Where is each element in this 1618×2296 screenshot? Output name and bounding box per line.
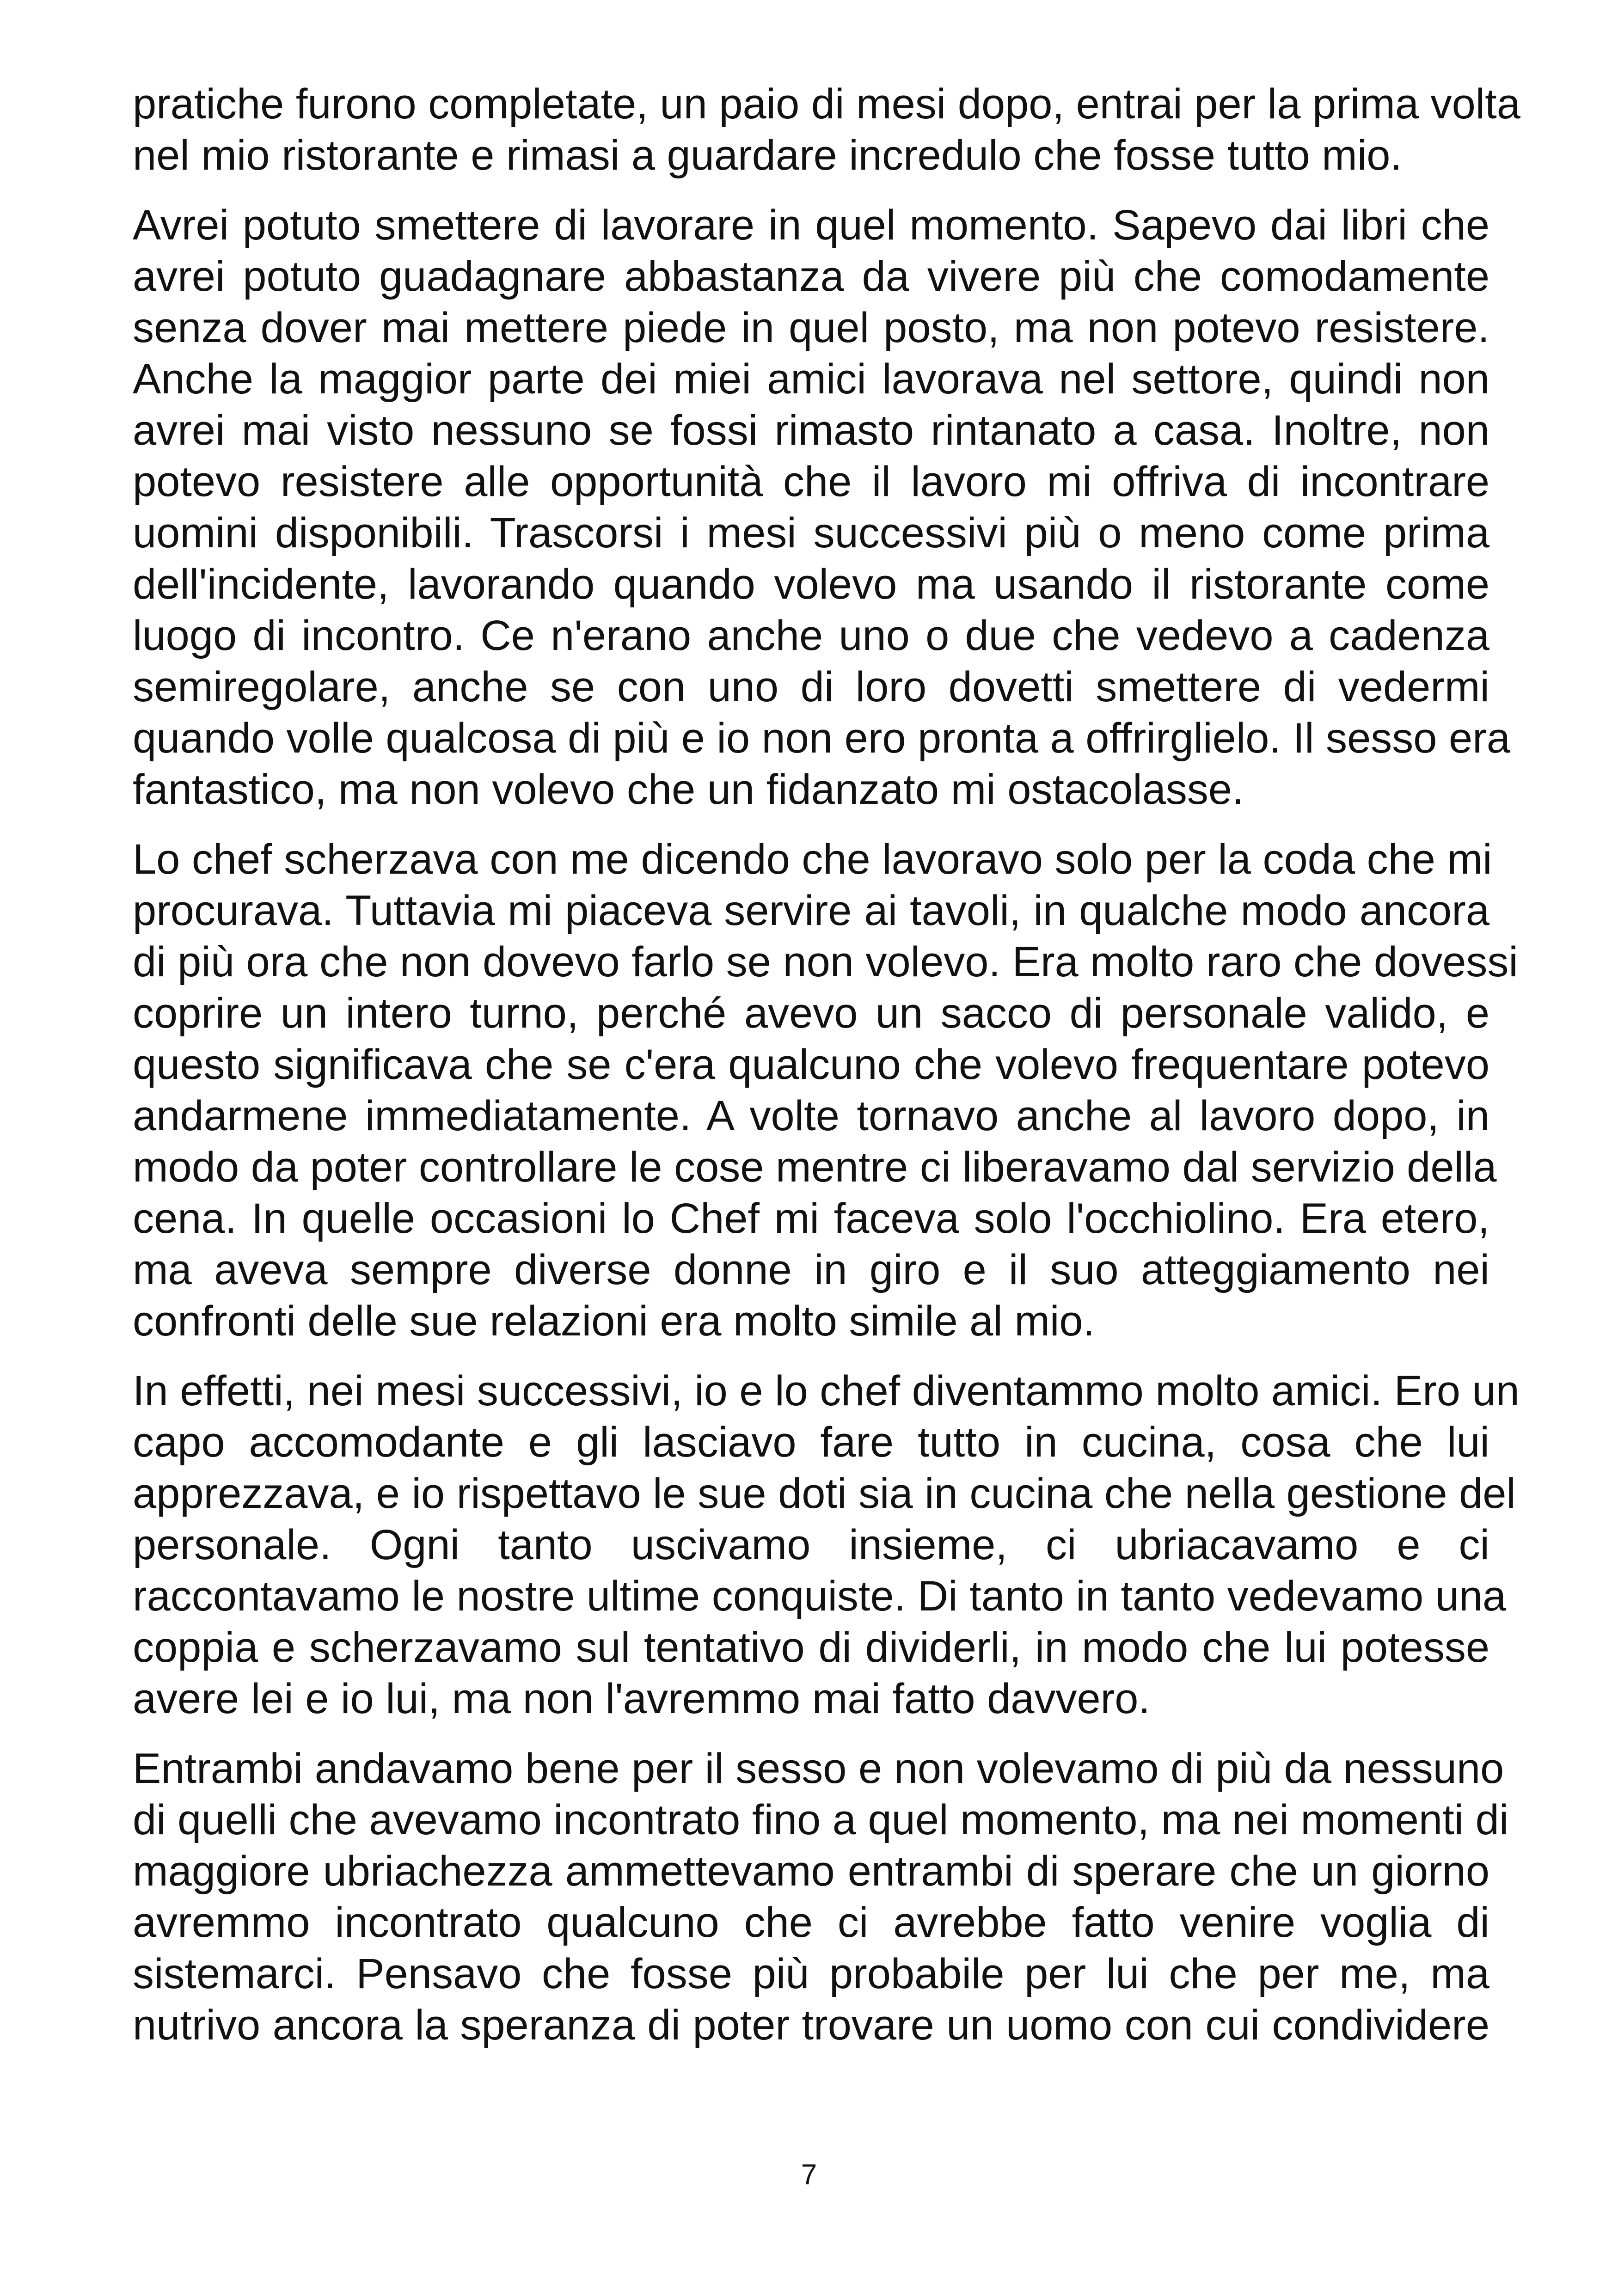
paragraph-1	[133, 79, 1520, 181]
text-line: confronti delle sue relazioni era molto simile al mio.	[133, 1298, 1095, 1345]
text-line: apprezzava, e io rispettavo le sue doti sia in cucina che nella gestione del	[133, 1470, 1516, 1517]
text-line: avrei mai visto nessuno se fossi rimasto rintanato a casa. Inoltre, non	[133, 407, 1489, 454]
text-line: maggiore ubriachezza ammettevamo entrambi di sperare che un giorno	[133, 1848, 1489, 1895]
text-line: pratiche furono completate, un paio di mesi dopo, entrai per la prima volta	[133, 80, 1520, 128]
text-line: cena. In quelle occasioni lo Chef mi faceva solo l'occhiolino. Era etero,	[133, 1195, 1489, 1242]
paragraph-2	[133, 200, 1510, 815]
text-line: Anche la maggior parte dei miei amici lavorava nel settore, quindi non	[133, 355, 1489, 403]
text-line: questo significava che se c'era qualcuno che volevo frequentare potevo	[133, 1041, 1489, 1088]
body-text	[133, 79, 1520, 2069]
text-line: avere lei e io lui, ma non l'avremmo mai fatto davvero.	[133, 1675, 1150, 1722]
text-line: dell'incidente, lavorando quando volevo ma usando il ristorante come	[133, 561, 1489, 608]
paragraph-4	[133, 1365, 1520, 1725]
text-line: uomini disponibili. Trascorsi i mesi successivi più o meno come prima	[133, 509, 1489, 557]
paragraph-5	[133, 1743, 1509, 2051]
page-number: 7	[801, 2159, 817, 2191]
text-line: fantastico, ma non volevo che un fidanzato mi ostacolasse.	[133, 766, 1244, 813]
text-line: di quelli che avevamo incontrato fino a quel momento, ma nei momenti di	[133, 1796, 1509, 1843]
text-line: Avrei potuto smettere di lavorare in quel momento. Sapevo dai libri che	[133, 202, 1489, 249]
text-line: potevo resistere alle opportunità che il lavoro mi offriva di incontrare	[133, 458, 1489, 505]
text-line: coppia e scherzavamo sul tentativo di dividerli, in modo che lui potesse	[133, 1624, 1489, 1671]
text-line: Lo chef scherzava con me dicendo che lavoravo solo per la coda che mi	[133, 836, 1492, 883]
text-line: senza dover mai mettere piede in quel posto, ma non potevo resistere.	[133, 304, 1489, 351]
text-line: procurava. Tuttavia mi piaceva servire ai tavoli, in qualche modo ancora	[133, 887, 1489, 934]
text-line: di più ora che non dovevo farlo se non volevo. Era molto raro che dovessi	[133, 938, 1518, 986]
text-line: avrei potuto guadagnare abbastanza da vivere più che comodamente	[133, 253, 1489, 300]
text-line: sistemarci. Pensavo che fosse più probabile per lui che per me, ma	[133, 1950, 1489, 1997]
text-line: capo accomodante e gli lasciavo fare tutto in cucina, cosa che lui	[133, 1419, 1489, 1466]
text-line: Entrambi andavamo bene per il sesso e non volevamo di più da nessuno	[133, 1745, 1504, 1792]
text-line: raccontavamo le nostre ultime conquiste. Di tanto in tanto vedevamo una	[133, 1573, 1507, 1620]
text-line: nutrivo ancora la speranza di poter trovare un uomo con cui condividere	[133, 2002, 1489, 2049]
text-line: modo da poter controllare le cose mentre ci liberavamo dal servizio della	[133, 1144, 1497, 1191]
text-line: luogo di incontro. Ce n'erano anche uno o due che vedevo a cadenza	[133, 612, 1489, 659]
text-line: semiregolare, anche se con uno di loro dovetti smettere di vedermi	[133, 663, 1489, 710]
text-line: nel mio ristorante e rimasi a guardare incredulo che fosse tutto mio.	[133, 132, 1402, 179]
text-line: andarmene immediatamente. A volte tornavo anche al lavoro dopo, in	[133, 1092, 1489, 1139]
text-line: In effetti, nei mesi successivi, io e lo chef diventammo molto amici. Ero un	[133, 1367, 1520, 1414]
text-line: avremmo incontrato qualcuno che ci avrebbe fatto venire voglia di	[133, 1899, 1489, 1946]
text-line: coprire un intero turno, perché avevo un sacco di personale valido, e	[133, 990, 1489, 1037]
text-line: ma aveva sempre diverse donne in giro e il suo atteggiamento nei	[133, 1246, 1489, 1293]
paragraph-3	[133, 834, 1518, 1347]
text-line: personale. Ogni tanto uscivamo insieme, ci ubriacavamo e ci	[133, 1521, 1489, 1568]
text-line: quando volle qualcosa di più e io non ero pronta a offrirglielo. Il sesso era	[133, 715, 1510, 762]
